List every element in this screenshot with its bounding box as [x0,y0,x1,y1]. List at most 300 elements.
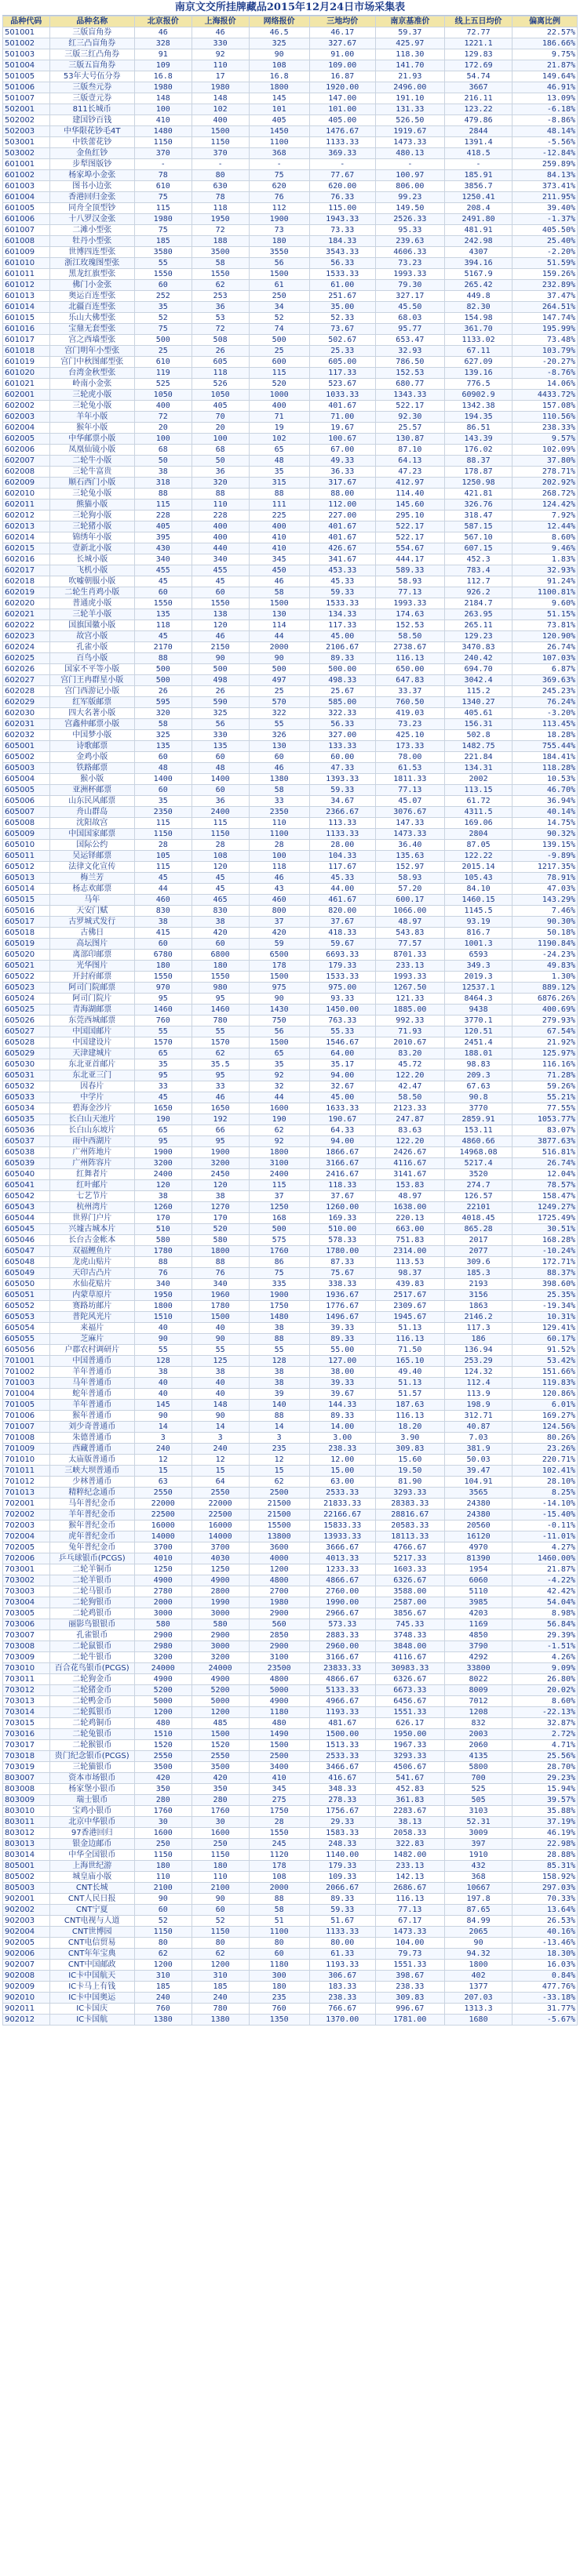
avg-price-cell: 179.33 [309,1861,375,1872]
avg-price-cell: 1943.33 [309,214,375,225]
item-name-cell: 奥运百连型张 [49,291,134,302]
shanghai-price-cell: 1200 [192,1707,249,1718]
item-name-cell: 四大名著小版 [49,708,134,719]
shanghai-price-cell: 1270 [192,1202,249,1213]
item-name-cell: 金鱼红钞 [49,148,134,159]
five-day-avg-cell: 154.98 [445,313,513,324]
deviation-cell: 139.15% [513,840,578,851]
beijing-price-cell: 2900 [134,1630,192,1641]
item-code-cell: 605016 [3,906,50,917]
item-code-cell: 605046 [3,1235,50,1246]
deviation-cell: 116.16% [513,1059,578,1070]
shanghai-price-cell: 110 [192,60,249,71]
item-code-cell: 902010 [3,1993,50,2004]
five-day-avg-cell: 176.02 [445,445,513,456]
five-day-avg-cell: 1800 [445,1960,513,1971]
beijing-price-cell: 95 [134,1136,192,1147]
table-row [3,1521,578,1531]
five-day-avg-cell: 113.15 [445,785,513,796]
item-code-cell: 601010 [3,258,50,269]
item-code-cell: 702003 [3,1521,50,1531]
shanghai-price-cell: 1150 [192,1927,249,1938]
deviation-cell: 278.71% [513,467,578,478]
avg-price-cell: 1533.33 [309,269,375,280]
shanghai-price-cell: 56 [192,719,249,730]
item-code-cell: 605045 [3,1224,50,1235]
online-price-cell: 12 [249,1455,309,1466]
item-name-cell: 杨家埠小金张 [49,170,134,181]
item-code-cell: 605022 [3,972,50,983]
shanghai-price-cell: 60 [192,939,249,950]
item-name-cell: 丽影鸟银银币 [49,1619,134,1630]
online-price-cell: 4900 [249,1696,309,1707]
shanghai-price-cell: 2800 [192,1586,249,1597]
avg-price-cell: 117.67 [309,862,375,873]
online-price-cell: 1350 [249,2015,309,2026]
online-price-cell: 3400 [249,1762,309,1773]
five-day-avg-cell: 98.83 [445,1059,513,1070]
beijing-price-cell: 80 [134,1938,192,1949]
table-row [3,258,578,269]
deviation-cell: 14.75% [513,818,578,829]
item-code-cell: 605048 [3,1257,50,1268]
avg-price-cell: 327.00 [309,730,375,741]
online-price-cell: 178 [249,961,309,972]
shanghai-price-cell: 72 [192,225,249,236]
item-name-cell: 锦绣年小版 [49,532,134,543]
beijing-price-cell: 3 [134,1433,192,1444]
table-row [3,236,578,247]
table-row [3,939,578,950]
table-row [3,1334,578,1345]
base-price-cell: 48.97 [375,917,444,928]
avg-price-cell: 49.33 [309,456,375,467]
shanghai-price-cell: 340 [192,554,249,565]
base-price-cell: 3141.67 [375,1169,444,1180]
deviation-cell: 1725.49% [513,1213,578,1224]
avg-price-cell: 190.67 [309,1114,375,1125]
table-row [3,873,578,884]
item-code-cell: 605019 [3,939,50,950]
shanghai-price-cell: 3500 [192,247,249,258]
shanghai-price-cell: 2450 [192,1169,249,1180]
item-code-cell: 605054 [3,1323,50,1334]
item-name-cell: 红三凸盲角券 [49,38,134,49]
avg-price-cell: 56.33 [309,719,375,730]
five-day-avg-cell: 90.8 [445,1092,513,1103]
avg-price-cell: 93.33 [309,994,375,1005]
shanghai-price-cell: 1600 [192,1828,249,1839]
online-price-cell: 760 [249,2004,309,2015]
base-price-cell: 2058.33 [375,1828,444,1839]
beijing-price-cell: 14000 [134,1531,192,1542]
online-price-cell: 410 [249,543,309,554]
item-name-cell: 三版叁元券 [49,82,134,93]
shanghai-price-cell: 60 [192,785,249,796]
item-name-cell: 二轮狗金币 [49,1674,134,1685]
beijing-price-cell: 38 [134,1191,192,1202]
five-day-avg-cell: 832 [445,1718,513,1729]
deviation-cell: 10.31% [513,1312,578,1323]
table-row [3,1586,578,1597]
beijing-price-cell: 4010 [134,1553,192,1564]
item-name-cell: 三轮猫银币 [49,1762,134,1773]
item-name-cell: 广州阵地片 [49,1147,134,1158]
deviation-cell: 232.89% [513,280,578,291]
five-day-avg-cell: 104.91 [445,1477,513,1488]
deviation-cell: 102.41% [513,1466,578,1477]
deviation-cell: 73.48% [513,335,578,346]
avg-price-cell: 322.33 [309,708,375,719]
table-row [3,181,578,192]
five-day-avg-cell: 402 [445,1971,513,1982]
five-day-avg-cell: 10667 [445,1883,513,1894]
beijing-price-cell: 24000 [134,1663,192,1674]
shanghai-price-cell: 830 [192,906,249,917]
five-day-avg-cell: 207.03 [445,1993,513,2004]
shanghai-price-cell: 60 [192,587,249,598]
deviation-cell: 46.19% [513,1828,578,1839]
online-price-cell: 51 [249,1916,309,1927]
item-code-cell: 902011 [3,2004,50,2015]
shanghai-price-cell: 26 [192,346,249,357]
five-day-avg-cell: 1208 [445,1707,513,1718]
item-name-cell: 长白山东坡片 [49,1125,134,1136]
shanghai-price-cell: 1400 [192,774,249,785]
table-row [3,1850,578,1861]
item-code-cell: 701002 [3,1367,50,1378]
deviation-cell: 405.50% [513,225,578,236]
beijing-price-cell: 460 [134,895,192,906]
online-price-cell: 322 [249,708,309,719]
item-code-cell: 601011 [3,269,50,280]
item-code-cell: 703007 [3,1630,50,1641]
item-name-cell: 猴年普纪金币 [49,1521,134,1531]
beijing-price-cell: - [134,159,192,170]
item-code-cell: 601004 [3,192,50,203]
deviation-cell: 238.33% [513,423,578,434]
avg-price-cell: 101.00 [309,104,375,115]
item-code-cell: 602001 [3,390,50,401]
base-price-cell: 21.93 [375,71,444,82]
shanghai-price-cell: 180 [192,961,249,972]
deviation-cell: 1053.77% [513,1114,578,1125]
base-price-cell: 1967.33 [375,1740,444,1751]
shanghai-price-cell: 26 [192,686,249,697]
avg-price-cell: 61.00 [309,280,375,291]
item-name-cell: 天安门赋 [49,906,134,917]
five-day-avg-cell: 60902.9 [445,390,513,401]
deviation-cell: 39.57% [513,1795,578,1806]
five-day-avg-cell: 209.3 [445,1070,513,1081]
table-row [3,170,578,181]
shanghai-price-cell: 3000 [192,1641,249,1652]
avg-price-cell: 401.67 [309,532,375,543]
beijing-price-cell: 100 [134,104,192,115]
five-day-avg-cell: 4311.5 [445,807,513,818]
shanghai-price-cell: 310 [192,1971,249,1982]
online-price-cell: 1750 [249,1301,309,1312]
shanghai-price-cell: 22000 [192,1499,249,1510]
base-price-cell: 1811.33 [375,774,444,785]
base-price-cell: 173.33 [375,741,444,752]
deviation-cell: 279.93% [513,1016,578,1026]
item-code-cell: 601018 [3,346,50,357]
item-name-cell: 二轮马银币 [49,1586,134,1597]
five-day-avg-cell: 368 [445,1872,513,1883]
table-row [3,1081,578,1092]
beijing-price-cell: 95 [134,994,192,1005]
base-price-cell: 1267.50 [375,983,444,994]
item-code-cell: 602020 [3,598,50,609]
item-code-cell: 602032 [3,730,50,741]
beijing-price-cell: 185 [134,236,192,247]
table-row [3,1795,578,1806]
online-price-cell: 100 [249,851,309,862]
deviation-cell: 9.75% [513,49,578,60]
beijing-price-cell: 830 [134,906,192,917]
table-row [3,390,578,401]
base-price-cell: 45.50 [375,302,444,313]
deviation-cell: 1.30% [513,972,578,983]
item-name-cell: CNT年年宝典 [49,1949,134,1960]
deviation-cell: 4433.72% [513,390,578,401]
base-price-cell: 98.37 [375,1268,444,1279]
online-price-cell: 38 [249,1367,309,1378]
base-price-cell: 543.83 [375,928,444,939]
deviation-cell: 149.64% [513,71,578,82]
table-row [3,510,578,521]
online-price-cell: 3100 [249,1652,309,1663]
shanghai-price-cell: 2550 [192,1751,249,1762]
item-code-cell: 602011 [3,500,50,510]
deviation-cell: 28.88% [513,1850,578,1861]
shanghai-price-cell: 62 [192,1949,249,1960]
beijing-price-cell: 2100 [134,1883,192,1894]
online-price-cell: 2700 [249,1586,309,1597]
avg-price-cell: 56.33 [309,258,375,269]
beijing-price-cell: 580 [134,1235,192,1246]
item-name-cell: 羊年普通币 [49,1400,134,1411]
avg-price-cell: 1260.00 [309,1202,375,1213]
five-day-avg-cell: 123.22 [445,104,513,115]
online-price-cell: 101 [249,104,309,115]
avg-price-cell: 1583.33 [309,1828,375,1839]
table-row [3,1674,578,1685]
item-code-cell: 601005 [3,203,50,214]
deviation-cell: 54.04% [513,1597,578,1608]
beijing-price-cell: 228 [134,510,192,521]
five-day-avg-cell: 3156 [445,1290,513,1301]
base-price-cell: 87.10 [375,445,444,456]
five-day-avg-cell: 2002 [445,774,513,785]
deviation-cell: 73.81% [513,620,578,631]
base-price-cell: 51.13 [375,1378,444,1389]
table-row [3,928,578,939]
shanghai-price-cell: 125 [192,1356,249,1367]
beijing-price-cell: 62 [134,1949,192,1960]
base-price-cell: 122.20 [375,1136,444,1147]
deviation-cell: 168.28% [513,1235,578,1246]
avg-price-cell: 498.33 [309,675,375,686]
avg-price-cell: 238.33 [309,1993,375,2004]
online-price-cell: 86 [249,1257,309,1268]
item-code-cell: 605001 [3,741,50,752]
base-price-cell: 806.00 [375,181,444,192]
beijing-price-cell: 15 [134,1466,192,1477]
deviation-cell: 102.09% [513,445,578,456]
five-day-avg-cell: 129.83 [445,49,513,60]
deviation-cell: 3877.63% [513,1136,578,1147]
base-price-cell: 1551.33 [375,1707,444,1718]
online-price-cell: 1900 [249,1290,309,1301]
item-name-cell: 宫门王冉群星小版 [49,675,134,686]
five-day-avg-cell: 81390 [445,1553,513,1564]
five-day-avg-cell: 4307 [445,247,513,258]
item-name-cell: 离部印邮票 [49,950,134,961]
online-price-cell: 1100 [249,829,309,840]
item-code-cell: 605044 [3,1213,50,1224]
avg-price-cell: 169.33 [309,1213,375,1224]
shanghai-price-cell: 92 [192,49,249,60]
base-price-cell: 116.13 [375,1411,444,1422]
item-name-cell: 宫之西墙型张 [49,335,134,346]
beijing-price-cell: 410 [134,115,192,126]
shanghai-price-cell: 36 [192,796,249,807]
base-price-cell: 118.30 [375,49,444,60]
beijing-price-cell: 115 [134,203,192,214]
five-day-avg-cell: 3770 [445,1103,513,1114]
avg-price-cell: 89.33 [309,1894,375,1905]
shanghai-price-cell: 120 [192,620,249,631]
online-price-cell: 345 [249,1784,309,1795]
item-code-cell: 605018 [3,928,50,939]
table-row [3,1542,578,1553]
base-price-cell: 135.63 [375,851,444,862]
shanghai-price-cell: 1550 [192,972,249,983]
table-row [3,401,578,412]
deviation-cell: 90.32% [513,829,578,840]
item-name-cell: 811长城币 [49,104,134,115]
base-price-cell: 220.13 [375,1213,444,1224]
base-price-cell: 2123.33 [375,1103,444,1114]
beijing-price-cell: 52 [134,313,192,324]
online-price-cell: 620 [249,181,309,192]
shanghai-price-cell: 30 [192,1817,249,1828]
beijing-price-cell: 580 [134,1619,192,1630]
shanghai-price-cell: 38 [192,917,249,928]
shanghai-price-cell: 120 [192,1180,249,1191]
deviation-cell: 264.51% [513,302,578,313]
online-price-cell: 25 [249,686,309,697]
table-row [3,379,578,390]
shanghai-price-cell: 1550 [192,269,249,280]
online-price-cell: 59 [249,939,309,950]
five-day-avg-cell: 39.47 [445,1466,513,1477]
base-price-cell: 295.10 [375,510,444,521]
table-row [3,884,578,895]
avg-price-cell: 63.00 [309,1477,375,1488]
item-code-cell: 701010 [3,1455,50,1466]
shanghai-price-cell: 1150 [192,137,249,148]
base-price-cell: 650.00 [375,664,444,675]
table-row [3,2004,578,2015]
five-day-avg-cell: 3470.83 [445,642,513,653]
item-name-cell: 二轮狗银币 [49,1597,134,1608]
table-row [3,1872,578,1883]
item-code-cell: 701007 [3,1422,50,1433]
table-row [3,1257,578,1268]
deviation-cell: 85.31% [513,1861,578,1872]
item-code-cell: 602018 [3,576,50,587]
table-row [3,82,578,93]
avg-price-cell: 46.17 [309,27,375,38]
beijing-price-cell: 30 [134,1817,192,1828]
five-day-avg-cell: 3985 [445,1597,513,1608]
base-price-cell: 99.23 [375,192,444,203]
beijing-price-cell: 190 [134,1114,192,1125]
item-name-cell: 三轮狗小版 [49,510,134,521]
online-price-cell: 25 [249,346,309,357]
five-day-avg-cell: 5167.9 [445,269,513,280]
five-day-avg-cell: 926.2 [445,587,513,598]
online-price-cell: 15 [249,1466,309,1477]
table-row [3,1411,578,1422]
avg-price-cell: 4866.67 [309,1575,375,1586]
beijing-price-cell: 1400 [134,774,192,785]
avg-price-cell: 14.00 [309,1422,375,1433]
five-day-avg-cell: 1313.3 [445,2004,513,2015]
avg-price-cell: 620.00 [309,181,375,192]
five-day-avg-cell: 105.43 [445,873,513,884]
shanghai-price-cell: 38 [192,1367,249,1378]
table-row [3,27,578,38]
item-name-cell: 孔雀银币 [49,1630,134,1641]
base-price-cell: 187.63 [375,1400,444,1411]
item-code-cell: 703003 [3,1586,50,1597]
five-day-avg-cell: 188.01 [445,1048,513,1059]
beijing-price-cell: 1650 [134,1103,192,1114]
base-price-cell: 71.93 [375,1026,444,1037]
shanghai-price-cell: 68 [192,445,249,456]
table-row [3,631,578,642]
shanghai-price-cell: 420 [192,928,249,939]
base-price-cell: 36.40 [375,840,444,851]
online-price-cell: 35 [249,1059,309,1070]
table-row [3,1619,578,1630]
item-name-cell: 广州阵容片 [49,1158,134,1169]
table-row [3,1575,578,1586]
avg-price-cell: 147.00 [309,93,375,104]
item-code-cell: 605040 [3,1169,50,1180]
beijing-price-cell: 45 [134,1092,192,1103]
table-row [3,840,578,851]
avg-price-cell: 22166.67 [309,1510,375,1521]
item-code-cell: 803009 [3,1795,50,1806]
item-name-cell: 二轮羊银币 [49,1575,134,1586]
item-code-cell: 605009 [3,829,50,840]
beijing-price-cell: 1510 [134,1729,192,1740]
five-day-avg-cell: 88.37 [445,456,513,467]
base-price-cell: 647.83 [375,675,444,686]
online-price-cell: 102 [249,434,309,445]
beijing-price-cell: 110 [134,1872,192,1883]
deviation-cell: 16.03% [513,1960,578,1971]
avg-price-cell: 59.33 [309,785,375,796]
deviation-cell: 18.30% [513,1949,578,1960]
beijing-price-cell: 500 [134,335,192,346]
table-row [3,1136,578,1147]
